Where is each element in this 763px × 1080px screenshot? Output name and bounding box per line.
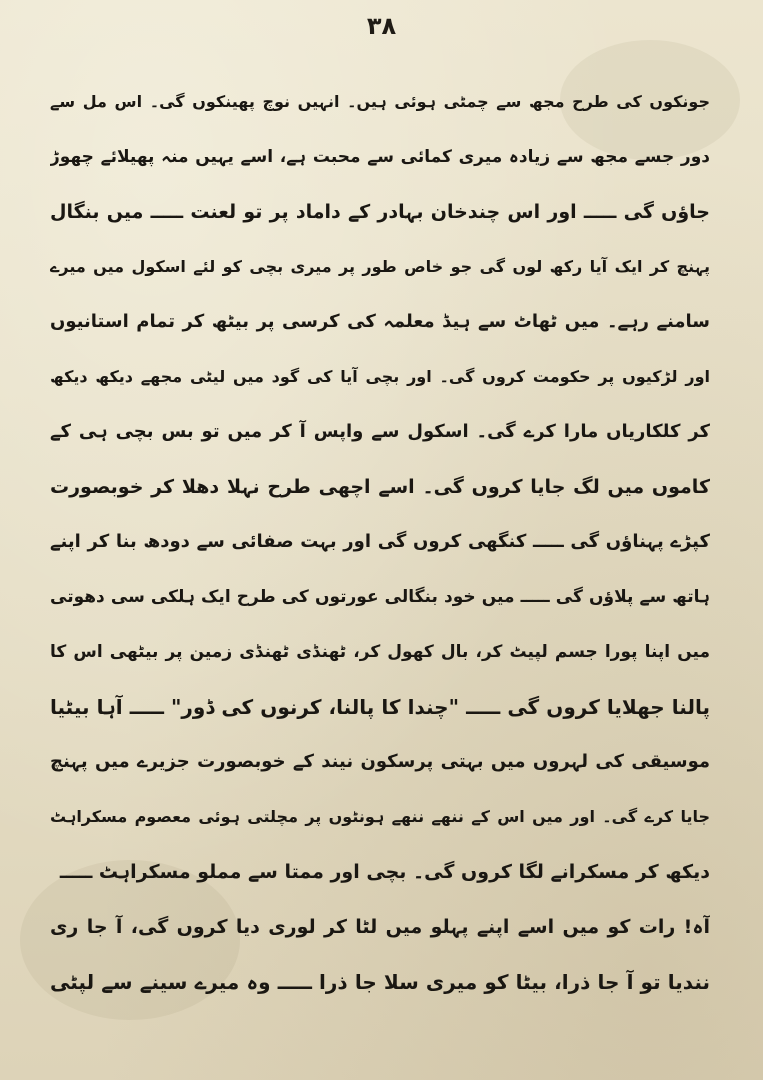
text-line: آہ! رات کو میں اسے اپنے پہلو میں لٹا کر لوری دیا کروں گی، آ جا ری — [50, 916, 710, 938]
text-line: موسیقی کی لہروں میں بہتی پرسکون نیند کے خوبصورت جزیرے میں پہنچ — [50, 751, 710, 772]
text-line: کر کلکاریاں مارا کرے گی۔ اسکول سے واپس آ کر میں تو بس بچی ہی کے — [50, 421, 710, 442]
text-line: سامنے رہے۔ میں ٹھاٹ سے ہیڈ معلمہ کی کرسی پر بیٹھ کر تمام استانیوں — [50, 311, 710, 332]
text-line: کاموں میں لگ جایا کروں گی۔ اسے اچھی طرح نہلا دھلا کر خوبصورت — [50, 476, 710, 498]
body-text — [50, 78, 710, 1013]
text-line: ہاتھ سے پلاؤں گی ـــــ میں خود بنگالی عورتوں کی طرح ایک ہلکی سی دھوتی — [50, 587, 710, 607]
page-number: ۳۸ — [366, 12, 397, 40]
text-line: اور لڑکیوں پر حکومت کروں گی۔ اور بچی آیا کی گود میں لیٹی مجھے دیکھ دیکھ — [50, 367, 710, 386]
text-line: دیکھ کر مسکرانے لگا کروں گی۔ بچی اور ممتا سے مملو مسکراہٹ ـــــ — [59, 861, 710, 883]
text-line: کپڑے پہناؤں گی ـــــ کنگھی کروں گی اور بہت صفائی سے دودھ بنا کر اپنے — [50, 531, 710, 552]
text-line: پالنا جھلایا کروں گی ـــــ "چندا کا پالنا، کرنوں کی ڈور" ـــــ آہا بیٹیا — [50, 695, 710, 719]
text-line: جایا کرے گی۔ اور میں اس کے ننھے ننھے ہونٹوں پر مچلتی ہوئی معصوم مسکراہٹ — [50, 807, 710, 826]
text-line: میں اپنا پورا جسم لپیٹ کر، بال کھول کر، ٹھنڈی ٹھنڈی زمین پر بیٹھی اس کا — [50, 642, 710, 662]
text-line: نندیا تو آ جا ذرا، بیٹا کو میری سلا جا ذرا ـــــ وہ میرے سینے سے لپٹی — [50, 970, 710, 994]
text-line: دور جسے مجھ سے زیادہ میری کمائی سے محبت ہے، اسے یہیں منہ پھیلائے چھوڑ — [50, 147, 710, 167]
text-line: جونکوں کی طرح مجھ سے چمٹی ہوئی ہیں۔ انہیں نوچ پھینکوں گی۔ اس مل سے — [50, 92, 710, 111]
text-line: جاؤں گی ـــــ اور اس چندخان بہادر کے داماد پر تو لعنت ـــــ میں بنگال — [50, 201, 710, 223]
text-line: پہنچ کر ایک آیا رکھ لوں گی جو خاص طور پر میری بچی کو لئے اسکول میں میرے — [50, 257, 710, 276]
